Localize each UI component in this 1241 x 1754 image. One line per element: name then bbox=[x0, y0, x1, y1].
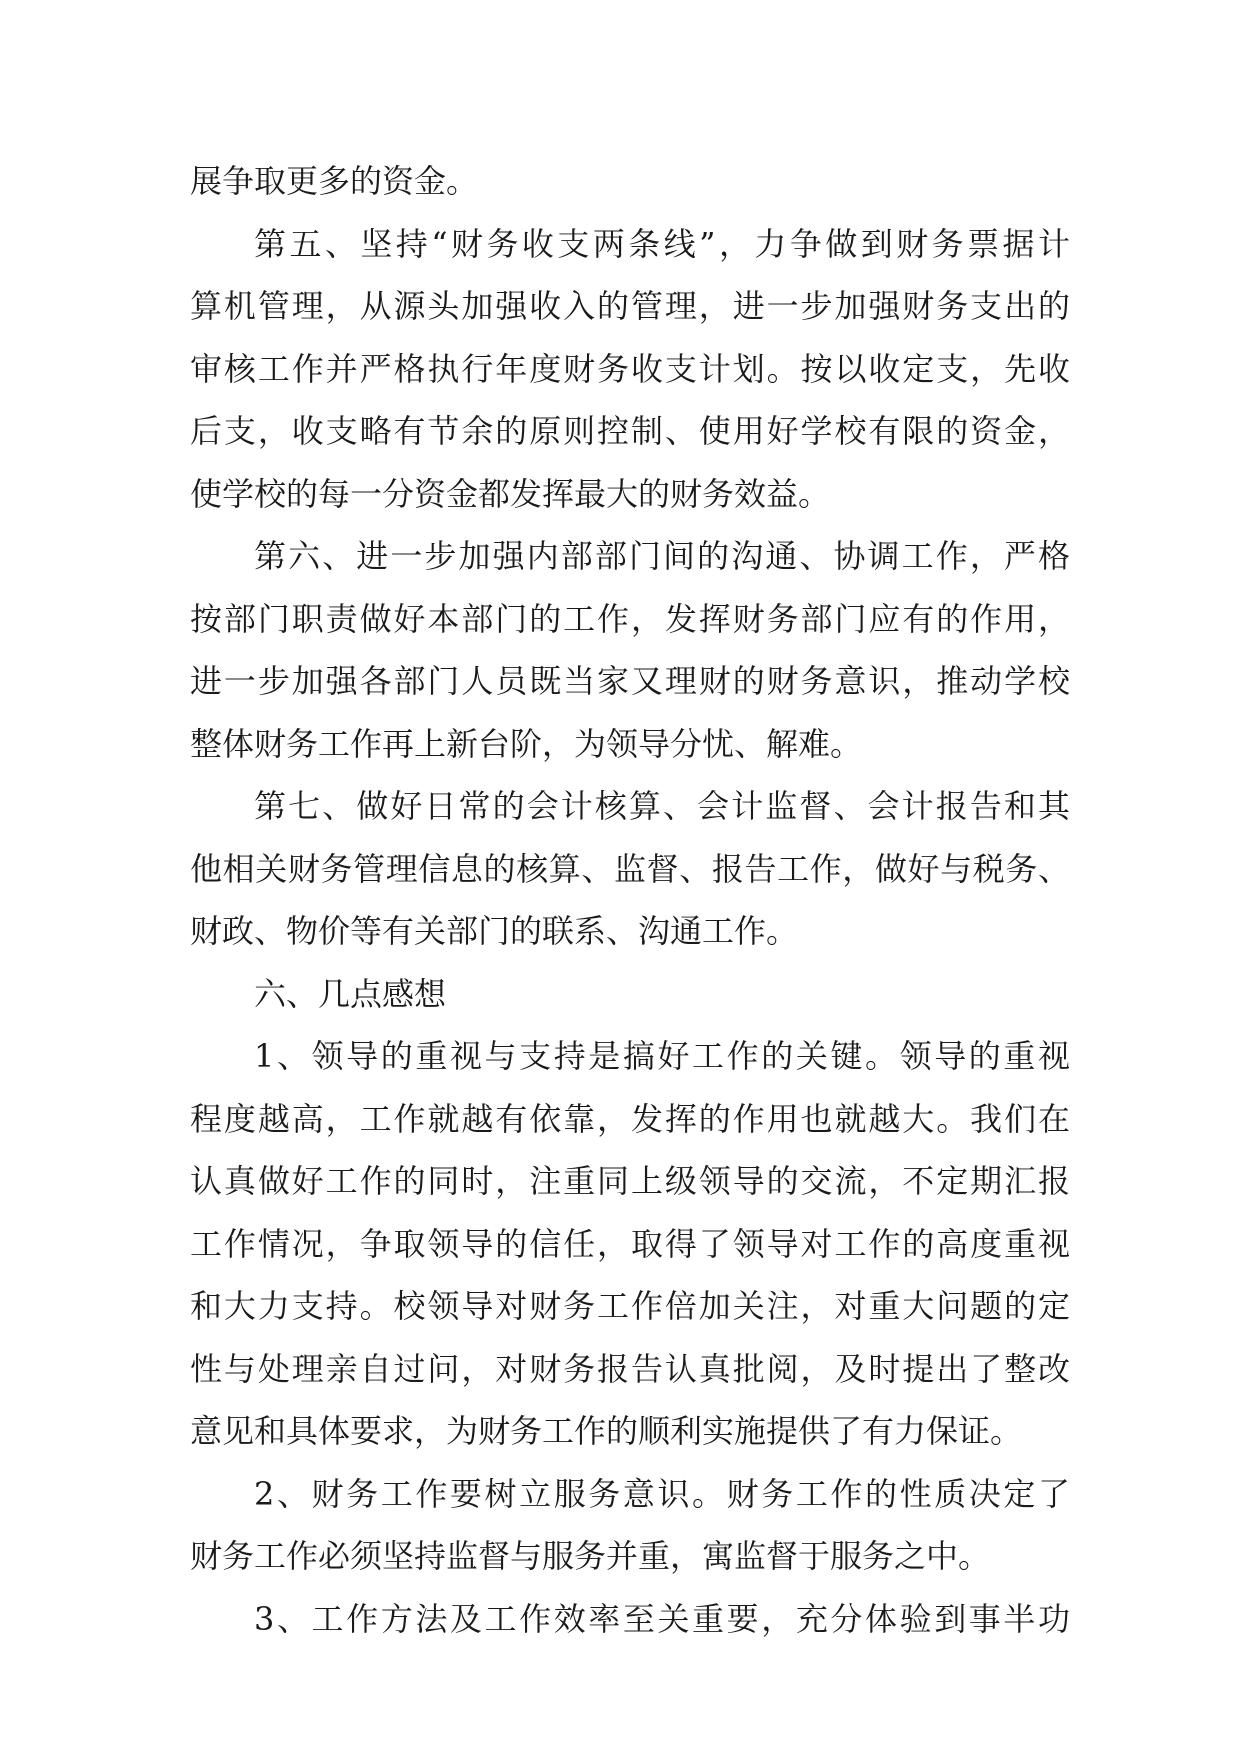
paragraph-line: 1、领导的重视与支持是搞好工作的关键。领导的重视 bbox=[254, 1037, 1070, 1075]
paragraph-line: 审核工作并严格执行年度财务收支计划。按以收定支，先收 bbox=[190, 349, 1070, 388]
paragraph-line: 整体财务工作再上新台阶，为领导分忧、解难。 bbox=[190, 724, 863, 763]
paragraph-line: 后支，收支略有节余的原则控制、使用好学校有限的资金， bbox=[190, 412, 1070, 450]
paragraph-line: 和大力支持。校领导对财务工作倍加关注，对重大问题的定 bbox=[190, 1287, 1070, 1325]
paragraph-line: 工作情况，争取领导的信任，取得了领导对工作的高度重视 bbox=[190, 1224, 1070, 1263]
section-heading: 六、几点感想 bbox=[254, 974, 447, 1013]
paragraph-line: 他相关财务管理信息的核算、监督、报告工作，做好与税务、 bbox=[190, 849, 1070, 888]
document-body bbox=[190, 150, 1070, 1650]
paragraph-line: 性与处理亲自过问，对财务报告认真批阅，及时提出了整改 bbox=[190, 1349, 1070, 1388]
paragraph-line: 意见和具体要求，为财务工作的顺利实施提供了有力保证。 bbox=[190, 1412, 1023, 1450]
paragraph-line: 2、财务工作要树立服务意识。财务工作的性质决定了 bbox=[254, 1474, 1070, 1513]
paragraph-line: 财政、物价等有关部门的联系、沟通工作。 bbox=[190, 912, 799, 950]
paragraph-line: 3、工作方法及工作效率至关重要，充分体验到事半功 bbox=[254, 1599, 1070, 1638]
paragraph-line: 展争取更多的资金。 bbox=[190, 162, 479, 200]
paragraph-line: 算机管理，从源头加强收入的管理，进一步加强财务支出的 bbox=[190, 287, 1070, 325]
paragraph-line: 按部门职责做好本部门的工作，发挥财务部门应有的作用， bbox=[190, 599, 1070, 638]
paragraph-line: 第七、做好日常的会计核算、会计监督、会计报告和其 bbox=[254, 787, 1070, 825]
paragraph-line: 程度越高，工作就越有依靠，发挥的作用也就越大。我们在 bbox=[190, 1099, 1070, 1138]
paragraph-line: 进一步加强各部门人员既当家又理财的财务意识，推动学校 bbox=[190, 662, 1070, 700]
paragraph-line: 第六、进一步加强内部部门间的沟通、协调工作，严格 bbox=[254, 537, 1070, 575]
paragraph-line: 财务工作必须坚持监督与服务并重，寓监督于服务之中。 bbox=[190, 1537, 991, 1575]
paragraph-line: 使学校的每一分资金都发挥最大的财务效益。 bbox=[190, 474, 831, 513]
paragraph-line: 第五、坚持“财务收支两条线”，力争做到财务票据计 bbox=[254, 224, 1070, 263]
paragraph-line: 认真做好工作的同时，注重同上级领导的交流，不定期汇报 bbox=[190, 1162, 1070, 1200]
